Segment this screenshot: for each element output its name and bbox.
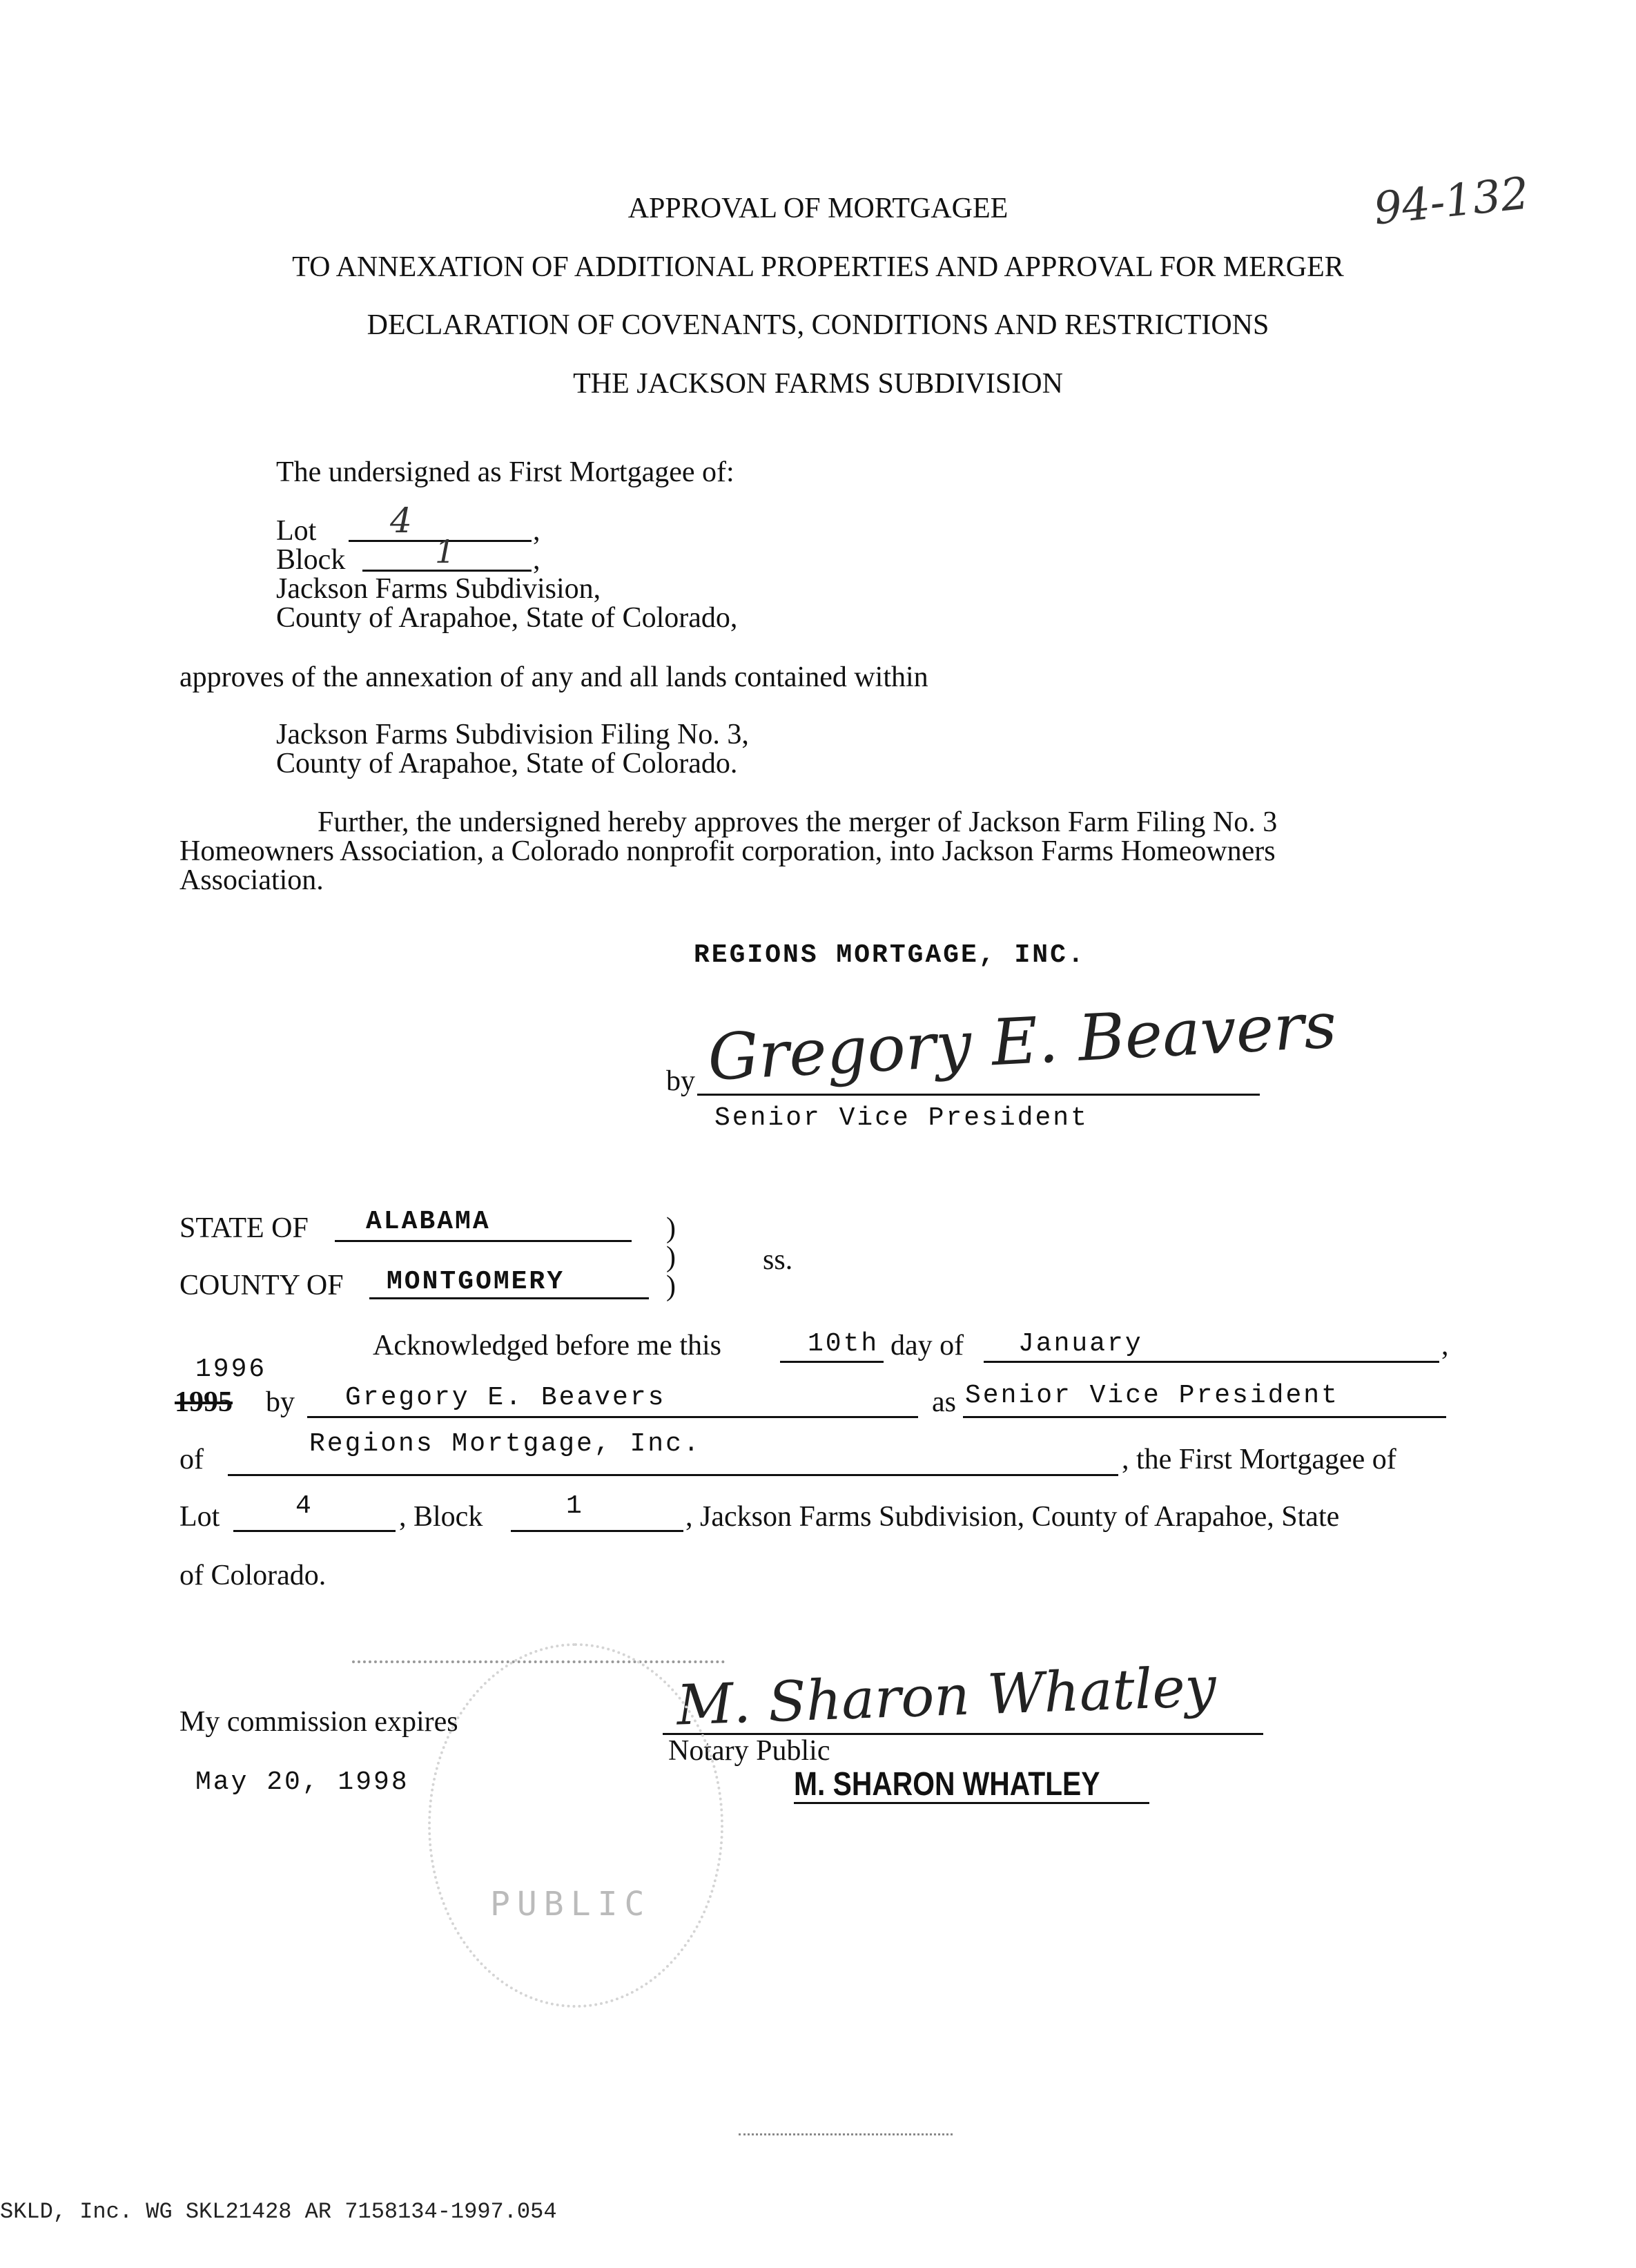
title-line-1: APPROVAL OF MORTGAGEE [627, 193, 1009, 224]
document-number: 94-132 [1371, 168, 1532, 235]
state-label: STATE OF [179, 1212, 309, 1244]
company-name: REGIONS MORTGAGE, INC. [694, 940, 1086, 970]
lot-comma: , [533, 515, 541, 547]
lot2-value: 4 [295, 1491, 313, 1521]
first-mortgagee-of: , the First Mortgagee of [1122, 1444, 1396, 1475]
block2-label: , Block [399, 1501, 483, 1533]
title-line-3: DECLARATION OF COVENANTS, CONDITIONS AND RESTRICTIONS [367, 309, 1269, 341]
of-word: of [179, 1444, 204, 1475]
block2-value: 1 [566, 1491, 584, 1521]
block2-line [511, 1497, 683, 1532]
of-company: Regions Mortgage, Inc. [309, 1429, 701, 1459]
state-value: ALABAMA [366, 1207, 491, 1237]
colorado-end: of Colorado. [179, 1560, 327, 1591]
footer-reference: SKLD, Inc. WG SKL21428 AR 7158134-1997.054 [0, 2199, 557, 2225]
ss-label: ss. [763, 1244, 793, 1276]
lot-value: 4 [390, 501, 412, 541]
notary-seal [428, 1643, 723, 2008]
signer-name: Gregory E. Beavers [345, 1383, 666, 1413]
filing-line-2: County of Arapahoe, State of Colorado. [276, 748, 738, 779]
notary-label: Notary Public [668, 1735, 830, 1767]
commission-label: My commission expires [179, 1706, 458, 1738]
merger-line-2: Homeowners Association, a Colorado nonprofit corporation, into Jackson Farms Homeowners [179, 835, 1276, 867]
subdivision-line: Jackson Farms Subdivision, [276, 573, 601, 605]
county-line: County of Arapahoe, State of Colorado, [276, 602, 738, 634]
ack-day-of: day of [890, 1330, 964, 1361]
signer-title: Senior Vice President [714, 1103, 1089, 1133]
notary-name-underline [794, 1767, 1149, 1804]
notary-seal-text: PUBLIC [490, 1885, 652, 1923]
as-title: Senior Vice President [965, 1381, 1339, 1411]
notary-signature: M. Sharon Whatley [675, 1654, 1218, 1738]
lot-label: Lot [276, 515, 317, 547]
title-line-2: TO ANNEXATION OF ADDITIONAL PROPERTIES AND APPROVAL FOR MERGER [292, 251, 1344, 283]
block-label: Block [276, 544, 346, 576]
by-word: by [266, 1386, 295, 1418]
ack-day: 10th [808, 1329, 879, 1359]
ack-month: January [1018, 1329, 1143, 1359]
approves-line: approves of the annexation of any and all lands contained within [179, 661, 928, 693]
lot2-label: Lot [179, 1501, 220, 1533]
title-line-4: THE JACKSON FARMS SUBDIVISION [573, 368, 1063, 400]
paren-2: ) [666, 1241, 676, 1273]
merger-line-1: Further, the undersigned hereby approves the merger of Jackson Farm Filing No. 3 [318, 806, 1278, 838]
filing-line-1: Jackson Farms Subdivision Filing No. 3, [276, 719, 749, 750]
year-old: 1995 [175, 1386, 233, 1418]
by-label: by [666, 1065, 695, 1097]
county-value: MONTGOMERY [387, 1267, 565, 1297]
notary-name: M. SHARON WHATLEY [794, 1766, 1100, 1803]
block-comma: , [533, 544, 541, 576]
paren-1: ) [666, 1212, 676, 1244]
merger-line-3: Association. [179, 864, 324, 896]
commission-date: May 20, 1998 [195, 1767, 409, 1797]
lot2-line [233, 1497, 396, 1532]
ack-month-comma: , [1441, 1330, 1449, 1361]
ack-text: Acknowledged before me this [373, 1330, 722, 1361]
block-value: 1 [435, 533, 456, 570]
paren-3: ) [666, 1270, 676, 1302]
bottom-dotted-mark [739, 2133, 953, 2135]
county-label: COUNTY OF [179, 1270, 344, 1301]
year-new: 1996 [195, 1355, 267, 1384]
lot2-rest: , Jackson Farms Subdivision, County of Arapahoe, State [685, 1501, 1340, 1533]
intro-text: The undersigned as First Mortgagee of: [276, 456, 734, 488]
as-word: as [932, 1386, 956, 1418]
gregory-signature: Gregory E. Beavers [705, 988, 1338, 1095]
